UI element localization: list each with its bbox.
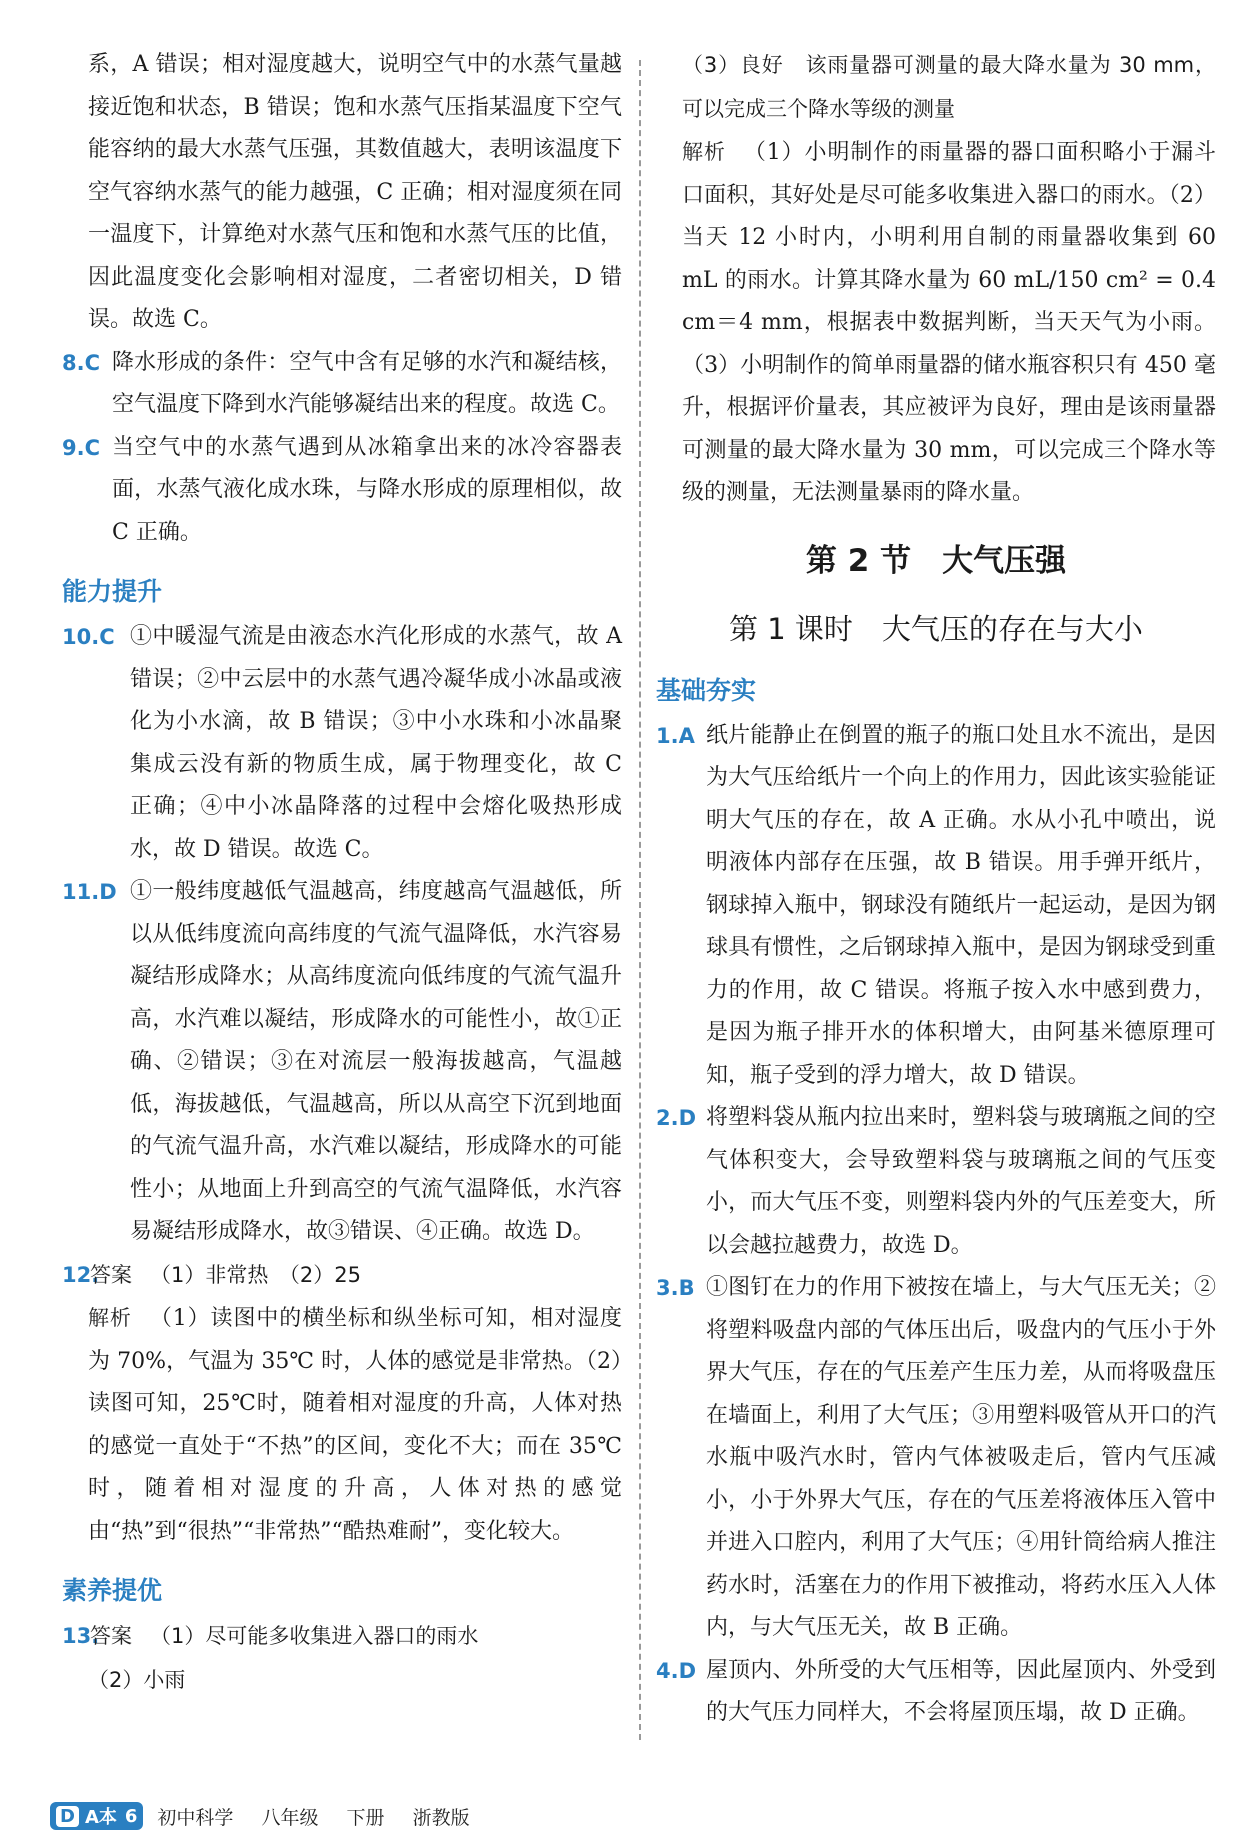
question-number: 1.A: [656, 723, 695, 748]
section-heading-basic: 基础夯实: [656, 675, 757, 705]
question-explanation: ①图钉在力的作用下被按在墙上，与大气压无关；②将塑料吸盘内部的气体压出后，吸盘内的气压小于外界大气压，存在的气压差产生压力差，从而将吸盘压在墙面上，利用了大气压；③用塑料吸管从开口的汽水瓶中吸汽水时，管内气体被吸走后，管内气压减小，小于外界大气压，存在的气压差将液体压入管中并进入口腔内，利用了大气压；④用针筒给病人推注药水时，活塞在力的作用下被推动，将药水压入人体内，与大气压无关，故 B 正确。: [706, 1275, 1216, 1640]
question-number: 10.C: [62, 625, 115, 649]
question-12: [62, 1254, 622, 1298]
analysis-label: 解析: [682, 140, 726, 164]
badge-d: D: [56, 1806, 79, 1827]
question-3: [656, 1267, 1216, 1650]
lesson-title: 第 1 课时 大气压的存在与大小: [729, 611, 1143, 646]
volume: 下册: [346, 1806, 385, 1829]
question-9: [62, 427, 622, 555]
column-divider: [639, 60, 641, 1740]
grade: 八年级: [261, 1806, 319, 1829]
question-explanation: 纸片能静止在倒置的瓶子的瓶口处且水不流出，是因为大气压给纸片一个向上的作用力，因此该实验能证明大气压的存在，故 A 正确。水从小孔中喷出，说明液体内部存在压强，故 B 错误。用手弹开纸片，钢球掉入瓶中，钢球没有随纸片一起运动，是因为钢球具有惯性，之后钢球掉入瓶中，是因为钢球受到重力的作用，故 C 错误。将瓶子按入水中感到费力，是因为瓶子排开水的体积增大，由阿基米德原理可知，瓶子受到的浮力增大，故 D 错误。: [706, 722, 1216, 1088]
book-info: [157, 1803, 491, 1830]
question-number: 11.D: [62, 880, 117, 904]
question-13-answer-2: （2）小雨: [88, 1667, 186, 1692]
question-explanation: 将塑料袋从瓶内拉出来时，塑料袋与玻璃瓶之间的空气体积变大，会导致塑料袋与玻璃瓶之间的气压变小，而大气压不变，则塑料袋内外的气压差变大，所以会越拉越费力，故选 D。: [706, 1105, 1216, 1258]
question-4: [656, 1650, 1216, 1735]
question-explanation: ①一般纬度越低气温越高，纬度越高气温越低，所以从低纬度流向高纬度的气流气温降低，水汽容易凝结形成降水；从高纬度流向低纬度的气流气温升高，水汽难以凝结，形成降水的可能性小，故①正确、②错误；③在对流层一般海拔越高，气温越低，海拔越低，气温越高，所以从高空下沉到地面的气流气温升高，水汽难以凝结，形成降水的可能性小；从地面上升到高空的气流气温降低，水汽容易凝结形成降水，故③错误、④正确。故选 D。: [130, 879, 622, 1244]
question-explanation: ①中暖湿气流是由液态水汽化形成的水蒸气，故 A 错误；②中云层中的水蒸气遇冷凝华成小冰晶或液化为小水滴，故 B 错误；③中小水珠和小冰晶聚集成云没有新的物质生成，属于物理变化，故 C 正确；④中小冰晶降落的过程中会熔化吸热形成水，故 D 错误。故选 C。: [130, 624, 622, 862]
right-column: [656, 44, 1216, 1735]
question-13-analysis: [656, 131, 1216, 515]
page-number: 6: [124, 1805, 138, 1827]
intro-paragraph: 系，A 错误；相对湿度越大，说明空气中的水蒸气量越接近饱和状态，B 错误；饱和水蒸气压指某温度下空气能容纳的最大水蒸气压强，其数值越大，表明该温度下空气容纳水蒸气的能力越强，C 正确；相对湿度须在同一温度下，计算绝对水蒸气压和饱和水蒸气压的比值，因此温度变化会影响相对湿度，二者密切相关，D 错误。故选 C。: [88, 52, 622, 332]
question-number: 4.D: [656, 1658, 697, 1683]
question-number: 2.D: [656, 1106, 697, 1130]
question-10: [62, 616, 622, 871]
section-heading-literacy: 素养提优: [62, 1576, 163, 1605]
question-number: 3.B: [656, 1276, 695, 1300]
question-number: 13.: [62, 1624, 100, 1648]
question-1: [656, 715, 1216, 1098]
left-column: [62, 44, 622, 1702]
page-footer: [50, 1800, 492, 1832]
question-explanation: 屋顶内、外所受的大气压相等，因此屋顶内、外受到的大气压力同样大，不会将屋顶压塌，故 D 正确。: [706, 1657, 1216, 1725]
question-explanation: 当空气中的水蒸气遇到从冰箱拿出来的冰冷容器表面，水蒸气液化成水珠，与降水形成的原理相似，故 C 正确。: [112, 434, 622, 545]
question-8: [62, 342, 622, 427]
answer-label: 答案: [90, 1262, 132, 1287]
question-11: [62, 871, 622, 1254]
badge-book: A本: [84, 1807, 117, 1828]
question-explanation: 降水形成的条件：空气中含有足够的水汽和凝结核，空气温度下降到水汽能够凝结出来的程度。故选 C。: [112, 349, 622, 417]
question-number: 12.: [62, 1262, 100, 1287]
answer-label: 答案: [90, 1624, 132, 1648]
analysis-text: （1）读图中的横坐标和纵坐标可知，相对湿度为 70%，气温为 35℃ 时，人体的感觉是非常热。（2）读图可知，25℃时，随着相对湿度的升高，人体对热的感觉一直处于“不热”的区间，变化不大；而在 35℃时，随着相对湿度的升高，人体对热的感觉由“热”到“很热”“非常热”“酷热难耐”，变化较大。: [88, 1306, 623, 1544]
question-number: 8.C: [62, 350, 101, 375]
question-12-analysis: [62, 1297, 622, 1553]
question-2: [656, 1097, 1216, 1267]
section-heading-ability: 能力提升: [62, 577, 163, 606]
subject: 初中科学: [157, 1806, 234, 1829]
edition: 浙教版: [412, 1806, 470, 1829]
question-13: [62, 1615, 622, 1659]
answer-text: （1）尽可能多收集进入器口的雨水: [150, 1624, 479, 1648]
question-13-answer-3: （3）良好 该雨量器可测量的最大降水量为 30 mm，可以完成三个降水等级的测量: [682, 53, 1216, 121]
book-badge: [50, 1802, 143, 1830]
answer-text: （1）非常热 （2）25: [150, 1262, 361, 1287]
question-number: 9.C: [62, 435, 101, 460]
analysis-label: 解析: [88, 1306, 132, 1330]
chapter-title: 第 2 节 大气压强: [805, 542, 1067, 579]
analysis-text: （1）小明制作的雨量器的器口面积略小于漏斗口面积，其好处是尽可能多收集进入器口的雨水。（2）当天 12 小时内，小明利用自制的雨量器收集到 60 mL 的雨水。计算其降水量为 60 mL/150 cm² = 0.4 cm＝4 mm，根据表中数据判断，当天天气为小雨。（3）小明制作的简单雨量器的储水瓶容积只有 450 毫升，根据评价量表，其应被评为良好，理由是该雨量器可测量的最大降水量为 30 mm，可以完成三个降水等级的测量，无法测量暴雨的降水量。: [682, 140, 1217, 505]
